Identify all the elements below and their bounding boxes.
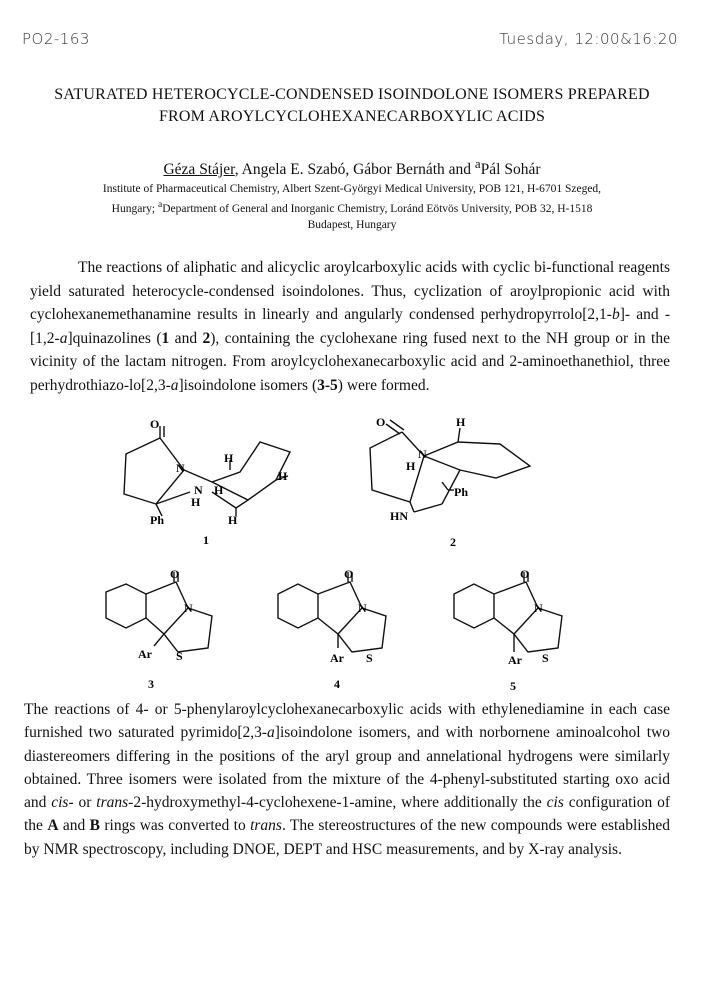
- compound-5-structure: [454, 572, 562, 652]
- author-list: [20, 156, 684, 179]
- chemical-structures: [0, 412, 704, 698]
- c4-nitrogen: N: [358, 601, 367, 615]
- c2-oxygen: O: [376, 415, 386, 429]
- c1-h-low: H: [191, 495, 201, 509]
- compound-4-structure: [278, 572, 386, 652]
- c3-nitrogen: N: [184, 601, 193, 615]
- affiliations: [30, 181, 674, 233]
- affiliation-mark: a: [474, 156, 481, 171]
- c5-sulfur: S: [542, 651, 549, 665]
- compound-label-2: 2: [450, 535, 456, 549]
- c2-nitrogen: N: [418, 447, 427, 461]
- paper-title: [20, 84, 684, 128]
- title-line-2: FROM AROYLCYCLOHEXANECARBOXYLIC ACIDS: [158, 108, 546, 125]
- co-authors: , Angela E. Szabó, Gábor Bernáth and: [234, 161, 475, 179]
- c2-hn: HN: [390, 509, 408, 523]
- c5-oxygen: O: [520, 567, 530, 581]
- affiliation-line-1: Institute of Pharmaceutical Chemistry, Albert Szent-Györgyi Medical University, POB 121, H-6701 Szeged,: [102, 183, 602, 195]
- compound-1-structure: [124, 426, 290, 516]
- c1-nh-n: N: [194, 483, 203, 497]
- compound-label-1: 1: [203, 533, 209, 547]
- c5-nitrogen: N: [534, 601, 543, 615]
- c1-h-mid: H: [214, 483, 224, 497]
- compound-3-structure: [106, 572, 212, 652]
- c1-h-bottom: H: [228, 513, 238, 527]
- affiliation-line-3: Budapest, Hungary: [307, 218, 397, 231]
- last-author: Pál Sohár: [480, 161, 541, 179]
- c5-aryl: Ar: [508, 653, 522, 667]
- compound-label-5: 5: [510, 679, 516, 693]
- c4-oxygen: O: [344, 567, 354, 581]
- c1-h-right: H: [278, 469, 288, 483]
- c3-aryl: Ar: [138, 647, 152, 661]
- abstract-paragraph-2: The reactions of 4- or 5-phenylaroylcyclohexanecarboxylic acids with ethylenediamine in each case furnished two saturated pyrimido[2,3-a]isoindolone isomers, and with norbornene aminoalcohol two diastereomers differing in the positions of the aryl group and annelational hydrogens were similarly obtained. Three isomers were isolated from the mixture of the 4-phenyl-substituted starting oxo acid and cis- or trans-2-hydroxymethyl-4-cyclohexene-1-amine, where additionally the cis configuration of the A and B rings was converted to trans. The stereostructures of the new compounds were established by NMR spectroscopy, including DNOE, DEPT and HSC measurements, and by X-ray analysis.: [24, 701, 671, 858]
- poster-code: PO2-163: [22, 30, 90, 48]
- c3-oxygen: O: [170, 567, 180, 581]
- presenting-author: Géza Stájer: [163, 161, 235, 179]
- c4-aryl: Ar: [330, 651, 344, 665]
- c2-phenyl: Ph: [454, 485, 469, 499]
- c1-nitrogen: N: [176, 461, 185, 475]
- compound-2-structure: [370, 420, 530, 512]
- c1-oxygen: O: [150, 417, 160, 431]
- title-line-1: SATURATED HETEROCYCLE-CONDENSED ISOINDOLONE ISOMERS PREPARED: [54, 86, 650, 103]
- c4-sulfur: S: [366, 651, 373, 665]
- c1-phenyl: Ph: [150, 513, 165, 527]
- abstract-paragraph-1: The reactions of aliphatic and alicyclic aroylcarboxylic acids with cyclic bi-functional reagents yield saturated heterocycle-condensed isoindolones. Thus, cyclization of aroylpropionic acid with cyclohexanemethanamine results in linearly and angularly condensed perhydropyrrolo[2,1-b]- and -[1,2-a]quinazolines (1 and 2), containing the cyclohexane ring fused next to the NH group or in the vicinity of the lactam nitrogen. From aroylcyclohexanecarboxylic acid and 2-aminoethanethiol, three perhydrothiazo-lo[2,3-a]isoindolone isomers (3-5) were formed.: [30, 259, 670, 394]
- affiliation-line-2: Hungary; $^a$Department of General and Inorganic Chemistry, Loránd Eötvös University, POB 32, H-1518: [111, 199, 593, 215]
- c3-sulfur: S: [176, 649, 183, 663]
- c2-h-top: H: [456, 415, 466, 429]
- c1-h-top: H: [224, 451, 234, 465]
- session-time: Tuesday, 12:00&16:20: [499, 30, 678, 48]
- compound-label-4: 4: [334, 677, 340, 691]
- c2-h-left: H: [406, 459, 416, 473]
- structures-figure: [0, 412, 704, 698]
- compound-label-3: 3: [148, 677, 154, 691]
